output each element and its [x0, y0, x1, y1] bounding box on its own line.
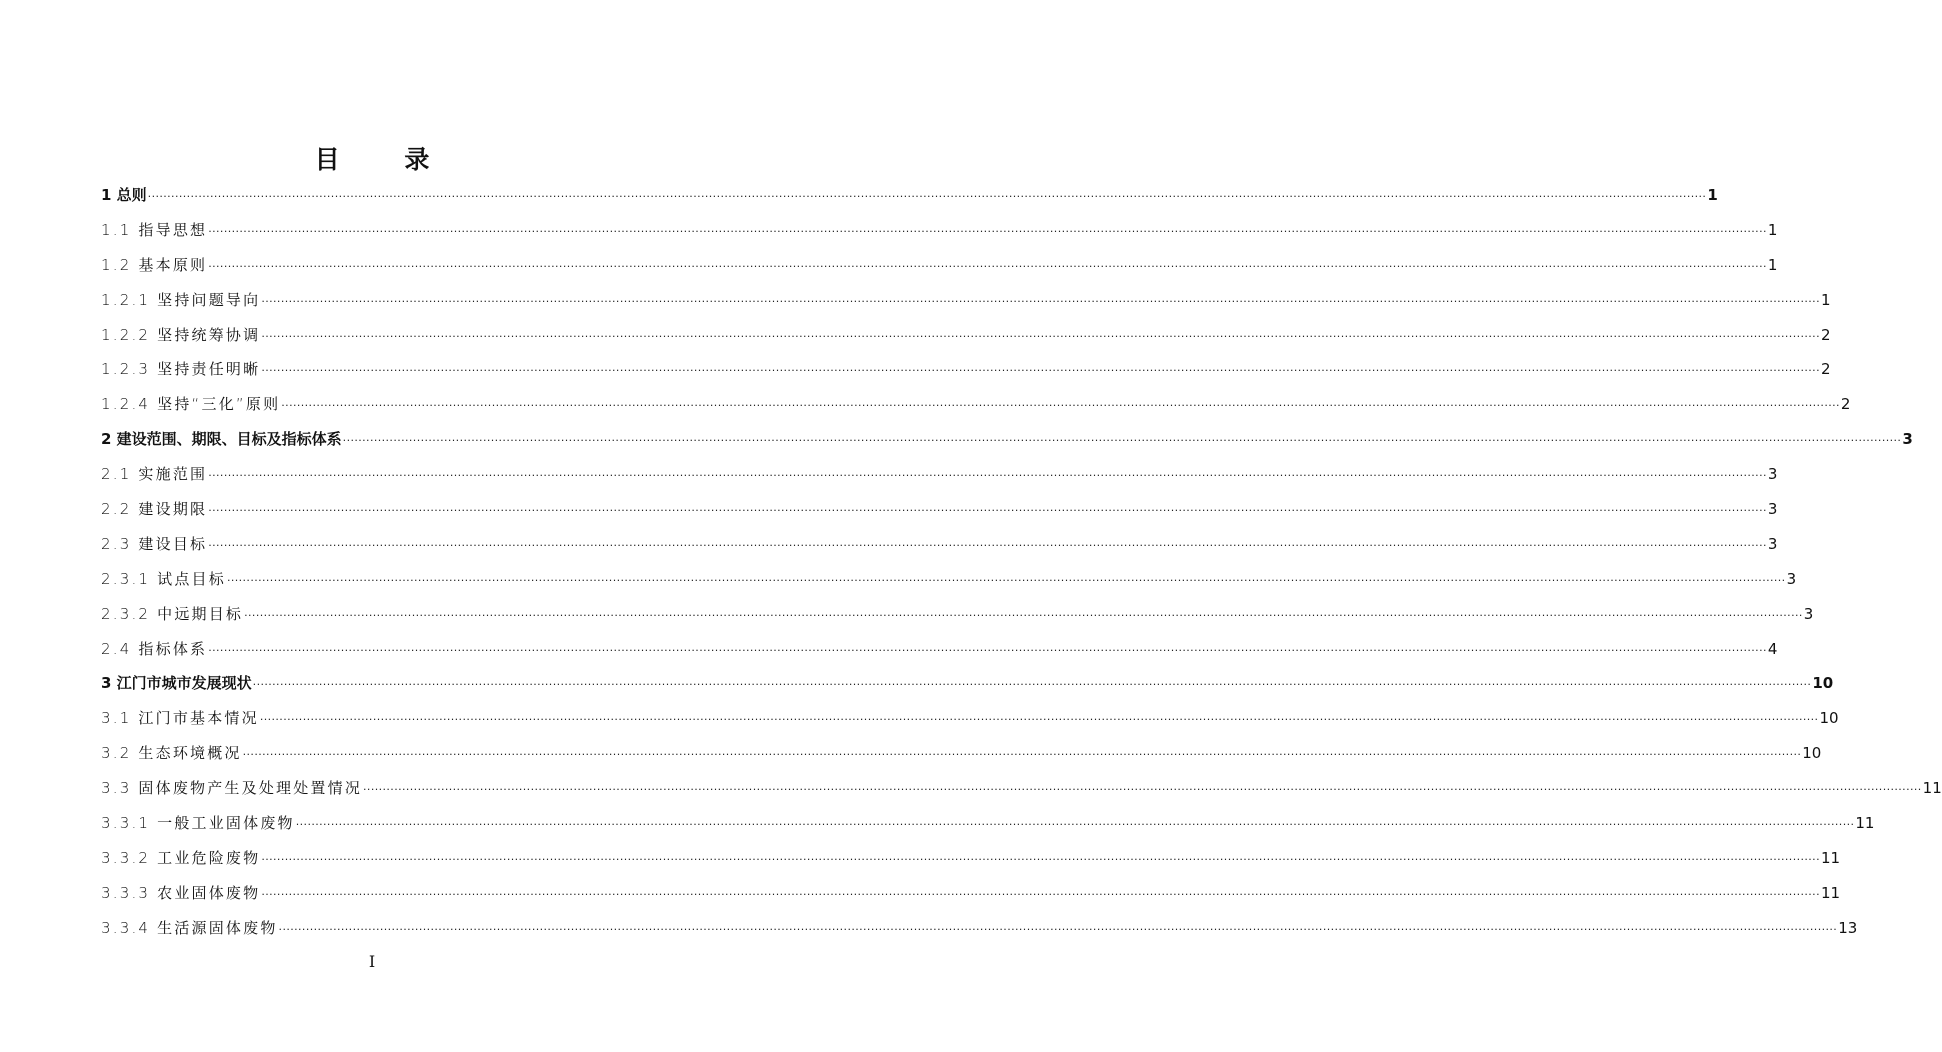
- toc-entry-page: 3: [1902, 430, 1913, 449]
- toc-entry[interactable]: [101, 878, 1841, 913]
- dot-leader: ················································································································································································································································································································································································································: [208, 259, 1767, 273]
- toc-entry[interactable]: [101, 354, 1831, 389]
- toc-entry-label: 2.3.1 试点目标: [101, 569, 226, 588]
- dot-leader: ················································································································································································································································································································································································································: [261, 887, 1820, 901]
- toc-entry[interactable]: [101, 564, 1797, 599]
- dot-leader: ················································································································································································································································································································································································································: [244, 608, 1803, 622]
- dot-leader: ················································································································································································································································································································································································································: [261, 294, 1820, 308]
- toc-entry-label: 2 建设范围、期限、目标及指标体系: [101, 430, 342, 449]
- toc-title: 目 录: [314, 145, 458, 174]
- toc-entry-page: 2: [1840, 395, 1851, 414]
- toc-entry-label: 3.3.3 农业固体废物: [101, 883, 261, 902]
- toc-entry-page: 2: [1820, 360, 1831, 379]
- dot-leader: ················································································································································································································································································································································································································: [208, 504, 1767, 518]
- toc-entry-page: 10: [1812, 674, 1834, 693]
- dot-leader: ················································································································································································································································································································································································································: [252, 678, 1812, 692]
- toc-entry-label: 1.2.2 坚持统筹协调: [101, 325, 261, 344]
- toc-entry[interactable]: [101, 320, 1831, 355]
- toc-entry-label: 1.2 基本原则: [101, 255, 208, 274]
- toc-entry-label: 1.2.3 坚持责任明晰: [101, 360, 261, 379]
- toc-entry[interactable]: [101, 285, 1831, 320]
- toc-entry[interactable]: [101, 180, 1718, 215]
- toc-entry-label: 1.2.4 坚持“三化”原则: [101, 395, 281, 414]
- toc-entry[interactable]: [101, 424, 1913, 459]
- dot-leader: ················································································································································································································································································································································································································: [261, 329, 1820, 343]
- dot-leader: ················································································································································································································································································································································································································: [278, 922, 1838, 936]
- dot-leader: ················································································································································································································································································································································································································: [342, 434, 1902, 448]
- dot-leader: ················································································································································································································································································································································································································: [208, 469, 1767, 483]
- toc-entry-page: 11: [1820, 848, 1841, 867]
- toc-entry-label: 3.3 固体废物产生及处理处置情况: [101, 779, 363, 798]
- toc-entry[interactable]: [101, 250, 1778, 285]
- toc-entry-page: 13: [1838, 918, 1858, 937]
- toc-entry[interactable]: [101, 843, 1841, 878]
- toc-entry[interactable]: [101, 703, 1839, 738]
- toc-entry-label: 3.1 江门市基本情况: [101, 709, 259, 728]
- toc-entry-page: 11: [1820, 883, 1841, 902]
- dot-leader: ················································································································································································································································································································································································································: [295, 818, 1855, 832]
- toc-entry[interactable]: [101, 389, 1851, 424]
- dot-leader: ················································································································································································································································································································································································································: [281, 399, 1840, 413]
- toc-entry[interactable]: [101, 215, 1778, 250]
- toc-entry-page: 10: [1819, 709, 1839, 728]
- page-number: I: [368, 952, 376, 971]
- toc-entry-label: 2.3 建设目标: [101, 534, 208, 553]
- toc-entry[interactable]: [101, 913, 1858, 948]
- toc-entry[interactable]: [101, 808, 1875, 843]
- toc-entry-label: 3.3.4 生活源固体废物: [101, 918, 278, 937]
- toc-entry[interactable]: [101, 738, 1822, 773]
- toc-entry[interactable]: [101, 494, 1778, 529]
- toc-entry-label: 3.3.1 一般工业固体废物: [101, 814, 295, 833]
- toc-entry-label: 2.3.2 中远期目标: [101, 604, 244, 623]
- toc-entry[interactable]: [101, 529, 1778, 564]
- toc-entry-page: 3: [1767, 465, 1778, 484]
- toc-entry-page: 3: [1786, 569, 1797, 588]
- toc-entry-page: 1: [1767, 255, 1778, 274]
- toc-entry-page: 1: [1767, 220, 1778, 239]
- dot-leader: ················································································································································································································································································································································································································: [208, 224, 1767, 238]
- toc-entry-page: 1: [1820, 290, 1831, 309]
- toc-entry[interactable]: [101, 459, 1778, 494]
- toc-entry-page: 11: [1855, 814, 1875, 833]
- dot-leader: ················································································································································································································································································································································································································: [226, 573, 1786, 587]
- toc-entry-label: 1.1 指导思想: [101, 220, 208, 239]
- dot-leader: ················································································································································································································································································································································································································: [242, 748, 1802, 762]
- dot-leader: ················································································································································································································································································································································································································: [208, 538, 1767, 552]
- toc-entry-label: 1 总则: [101, 186, 147, 204]
- toc-entry-label: 1.2.1 坚持问题导向: [101, 290, 261, 309]
- toc-entry-page: 1: [1707, 186, 1718, 204]
- toc-entry-page: 3: [1803, 604, 1814, 623]
- toc-entry-label: 2.4 指标体系: [101, 639, 208, 658]
- toc-entry[interactable]: [101, 634, 1778, 669]
- toc-entry[interactable]: [101, 773, 1942, 808]
- table-of-contents: [101, 180, 1942, 948]
- toc-entry-label: 3.3.2 工业危险废物: [101, 848, 261, 867]
- toc-entry[interactable]: [101, 668, 1834, 703]
- toc-entry-page: 2: [1820, 325, 1831, 344]
- toc-entry-page: 4: [1767, 639, 1778, 658]
- dot-leader: ················································································································································································································································································································································································································: [363, 783, 1922, 797]
- toc-entry[interactable]: [101, 599, 1814, 634]
- dot-leader: ················································································································································································································································································································································································································: [261, 364, 1820, 378]
- dot-leader: ················································································································································································································································································································································································································: [208, 643, 1767, 657]
- toc-entry-page: 3: [1767, 500, 1778, 519]
- toc-entry-label: 2.1 实施范围: [101, 465, 208, 484]
- toc-entry-page: 11: [1922, 779, 1942, 798]
- toc-entry-page: 3: [1767, 534, 1778, 553]
- toc-entry-label: 2.2 建设期限: [101, 500, 208, 519]
- dot-leader: ················································································································································································································································································································································································································: [259, 713, 1819, 727]
- dot-leader: ················································································································································································································································································································································································································: [147, 190, 1707, 203]
- toc-entry-page: 10: [1802, 744, 1822, 763]
- toc-entry-label: 3.2 生态环境概况: [101, 744, 242, 763]
- dot-leader: ················································································································································································································································································································································································································: [261, 852, 1820, 866]
- toc-entry-label: 3 江门市城市发展现状: [101, 674, 252, 693]
